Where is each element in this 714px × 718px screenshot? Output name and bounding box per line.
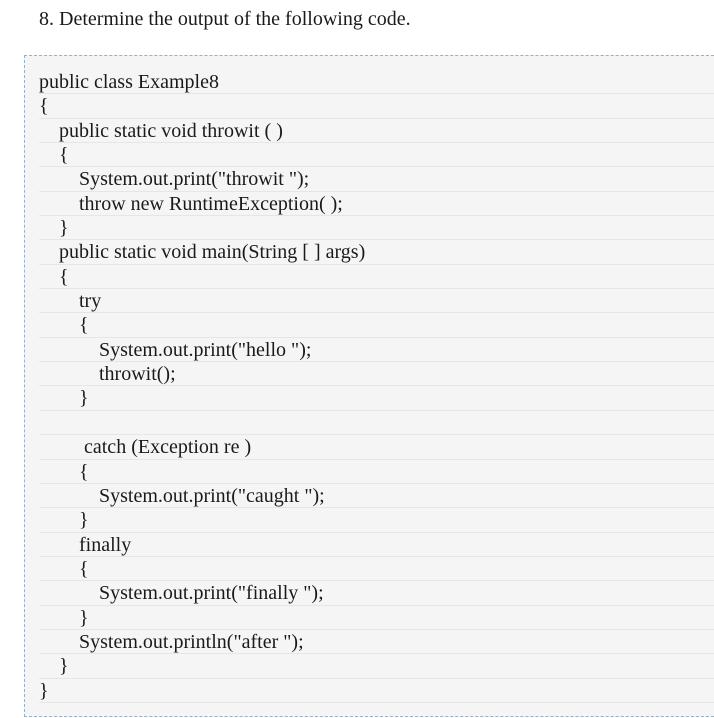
question-heading: 8. Determine the output of the following code. [39, 8, 411, 30]
code-line: finally [39, 533, 714, 557]
code-line: try [39, 289, 714, 313]
code-line: throw new RuntimeException( ); [39, 192, 714, 216]
code-line: } [39, 216, 714, 240]
code-line: { [39, 265, 714, 289]
code-line: public static void main(String [ ] args) [39, 240, 714, 264]
code-line: System.out.println("after "); [39, 630, 714, 654]
code-line: System.out.print("finally "); [39, 581, 714, 605]
code-line: } [39, 386, 714, 410]
code-line: System.out.print("throwit "); [39, 167, 714, 191]
code-line: { [39, 557, 714, 581]
code-line: throwit(); [39, 362, 714, 386]
code-line: { [39, 313, 714, 337]
code-line: public class Example8 [39, 70, 714, 94]
code-line: System.out.print("caught "); [39, 484, 714, 508]
code-block [24, 55, 714, 717]
code-line: catch (Exception re ) [39, 435, 714, 459]
code-line: { [39, 143, 714, 167]
code-lines [39, 70, 714, 703]
code-line [39, 411, 714, 435]
code-line: { [39, 460, 714, 484]
code-line: { [39, 94, 714, 118]
code-line: } [39, 679, 714, 703]
code-line: } [39, 654, 714, 678]
code-line: } [39, 508, 714, 532]
code-line: System.out.print("hello "); [39, 338, 714, 362]
code-line: } [39, 606, 714, 630]
code-line: public static void throwit ( ) [39, 119, 714, 143]
